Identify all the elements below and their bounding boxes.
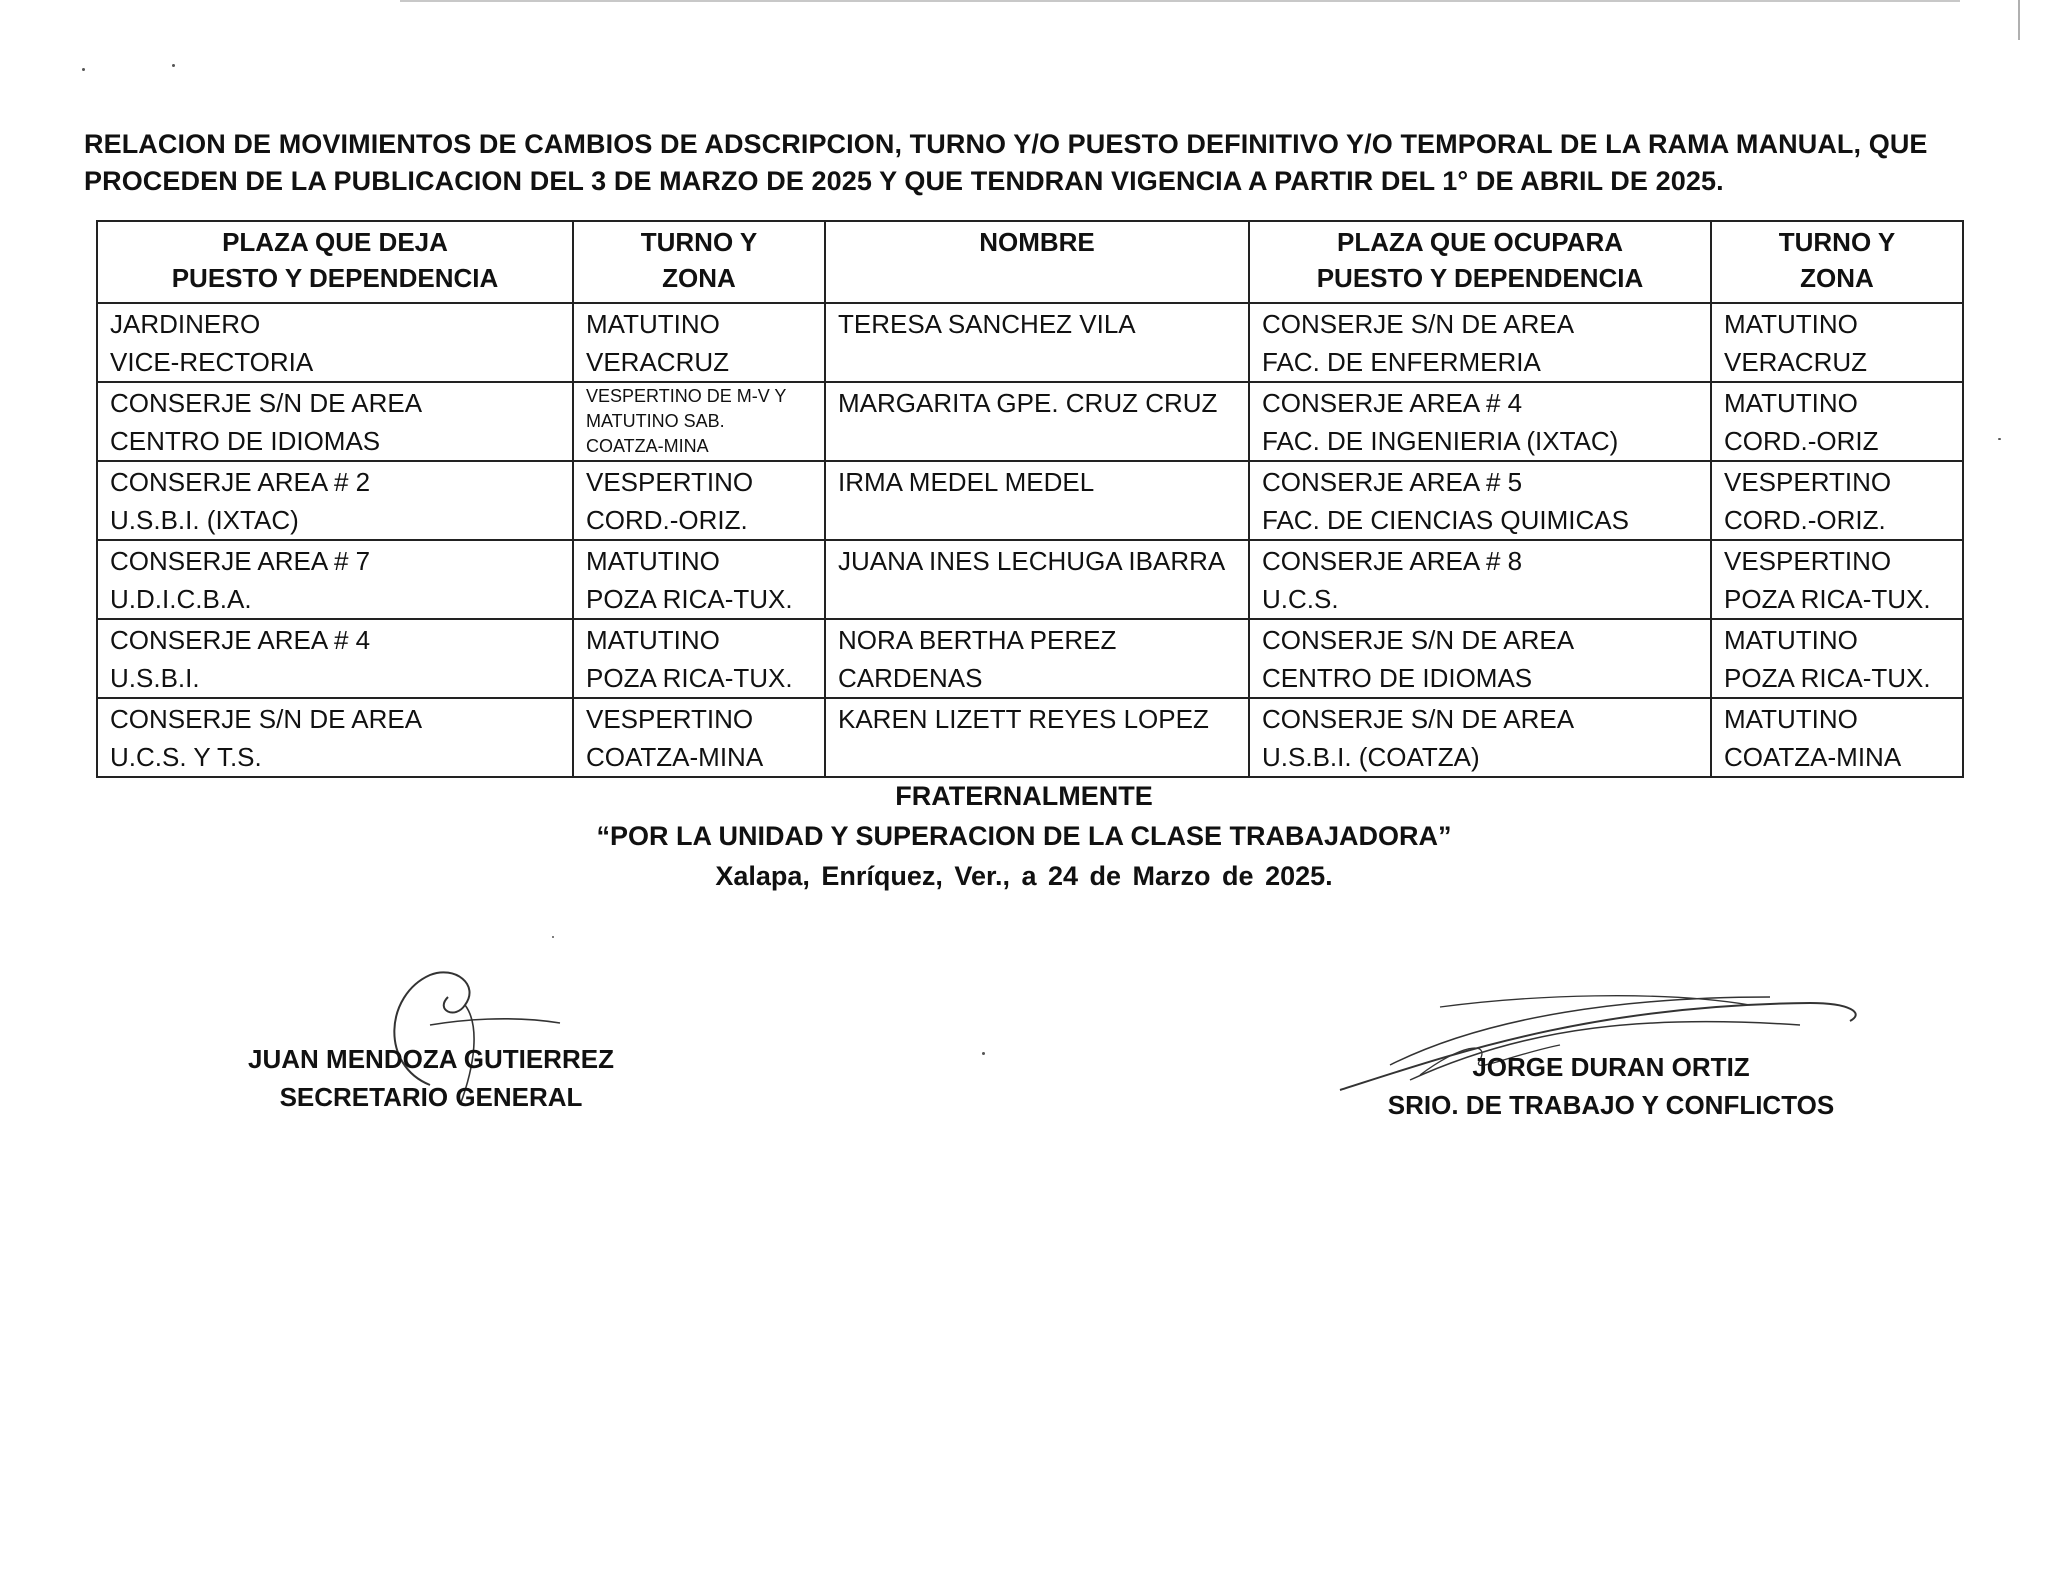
cell-turno-zona-ocupara: MATUTINO CORD.-ORIZ — [1711, 382, 1963, 461]
scan-edge-mark — [2018, 0, 2020, 40]
scan-speck — [1998, 438, 2001, 440]
scan-speck — [82, 68, 85, 71]
cell-plaza-ocupara: CONSERJE AREA # 8 U.C.S. — [1249, 540, 1711, 619]
document-heading — [84, 126, 1984, 200]
table-row — [97, 619, 1963, 698]
cell-turno-zona-deja: MATUTINO POZA RICA-TUX. — [573, 540, 825, 619]
header-plaza-ocupara: PLAZA QUE OCUPARA PUESTO Y DEPENDENCIA — [1249, 221, 1711, 303]
cell-plaza-deja: JARDINERO VICE-RECTORIA — [97, 303, 573, 382]
signer-right-name: JORGE DURAN ORTIZ — [1472, 1052, 1750, 1082]
header-turno-zona-deja: TURNO Y ZONA — [573, 221, 825, 303]
signer-left-name: JUAN MENDOZA GUTIERREZ — [248, 1044, 614, 1074]
scan-speck — [982, 1052, 985, 1055]
cell-turno-zona-deja: VESPERTINO CORD.-ORIZ. — [573, 461, 825, 540]
cell-turno-zona-deja: VESPERTINO DE M-V Y MATUTINO SAB. COATZA-MINA — [573, 382, 825, 461]
cell-plaza-deja: CONSERJE S/N DE AREA U.C.S. Y T.S. — [97, 698, 573, 777]
cell-turno-zona-deja: VESPERTINO COATZA-MINA — [573, 698, 825, 777]
cell-plaza-deja: CONSERJE AREA # 2 U.S.B.I. (IXTAC) — [97, 461, 573, 540]
closing-motto: “POR LA UNIDAD Y SUPERACION DE LA CLASE TRABAJADORA” — [596, 821, 1452, 851]
movements-table — [96, 220, 1964, 778]
cell-turno-zona-ocupara: VESPERTINO CORD.-ORIZ. — [1711, 461, 1963, 540]
cell-nombre: TERESA SANCHEZ VILA — [825, 303, 1249, 382]
header-plaza-deja: PLAZA QUE DEJA PUESTO Y DEPENDENCIA — [97, 221, 573, 303]
scan-speck — [172, 64, 175, 67]
table-row — [97, 461, 1963, 540]
cell-turno-zona-ocupara: MATUTINO COATZA-MINA — [1711, 698, 1963, 777]
cell-plaza-ocupara: CONSERJE AREA # 5 FAC. DE CIENCIAS QUIMICAS — [1249, 461, 1711, 540]
closing-place-date: Xalapa, Enríquez, Ver., a 24 de Marzo de 2025. — [715, 861, 1333, 891]
cell-nombre: NORA BERTHA PEREZ CARDENAS — [825, 619, 1249, 698]
cell-turno-zona-ocupara: VESPERTINO POZA RICA-TUX. — [1711, 540, 1963, 619]
cell-nombre: KAREN LIZETT REYES LOPEZ — [825, 698, 1249, 777]
cell-plaza-ocupara: CONSERJE S/N DE AREA U.S.B.I. (COATZA) — [1249, 698, 1711, 777]
cell-plaza-deja: CONSERJE S/N DE AREA CENTRO DE IDIOMAS — [97, 382, 573, 461]
header-nombre: NOMBRE — [825, 221, 1249, 303]
cell-plaza-deja: CONSERJE AREA # 4 U.S.B.I. — [97, 619, 573, 698]
closing-greeting: FRATERNALMENTE — [895, 781, 1153, 811]
signer-right-title: SRIO. DE TRABAJO Y CONFLICTOS — [1387, 1090, 1835, 1120]
signature-left-block — [246, 1040, 616, 1116]
cell-plaza-ocupara: CONSERJE S/N DE AREA CENTRO DE IDIOMAS — [1249, 619, 1711, 698]
cell-plaza-ocupara: CONSERJE AREA # 4 FAC. DE INGENIERIA (IXTAC) — [1249, 382, 1711, 461]
cell-turno-zona-deja: MATUTINO VERACRUZ — [573, 303, 825, 382]
signer-left-title: SECRETARIO GENERAL — [279, 1082, 583, 1112]
signature-right-block — [1376, 1048, 1846, 1124]
heading-line-1: RELACION DE MOVIMIENTOS DE CAMBIOS DE ADSCRIPCION, TURNO Y/O PUESTO DEFINITIVO Y/O TEMPORAL DE LA RAMA MANUAL, QUE — [84, 129, 1928, 159]
cell-turno-zona-ocupara: MATUTINO VERACRUZ — [1711, 303, 1963, 382]
cell-nombre: JUANA INES LECHUGA IBARRA — [825, 540, 1249, 619]
table-row — [97, 303, 1963, 382]
cell-plaza-ocupara: CONSERJE S/N DE AREA FAC. DE ENFERMERIA — [1249, 303, 1711, 382]
cell-plaza-deja: CONSERJE AREA # 7 U.D.I.C.B.A. — [97, 540, 573, 619]
heading-line-2: PROCEDEN DE LA PUBLICACION DEL 3 DE MARZO DE 2025 Y QUE TENDRAN VIGENCIA A PARTIR DEL 1° DE ABRIL DE 2025. — [84, 166, 1724, 196]
scan-speck — [552, 936, 554, 938]
cell-nombre: IRMA MEDEL MEDEL — [825, 461, 1249, 540]
table-row — [97, 382, 1963, 461]
cell-turno-zona-ocupara: MATUTINO POZA RICA-TUX. — [1711, 619, 1963, 698]
scan-edge-line — [400, 0, 1960, 2]
table-row — [97, 698, 1963, 777]
cell-turno-zona-deja: MATUTINO POZA RICA-TUX. — [573, 619, 825, 698]
table-row — [97, 540, 1963, 619]
table-header-row — [97, 221, 1963, 303]
header-turno-zona-ocupara: TURNO Y ZONA — [1711, 221, 1963, 303]
cell-nombre: MARGARITA GPE. CRUZ CRUZ — [825, 382, 1249, 461]
